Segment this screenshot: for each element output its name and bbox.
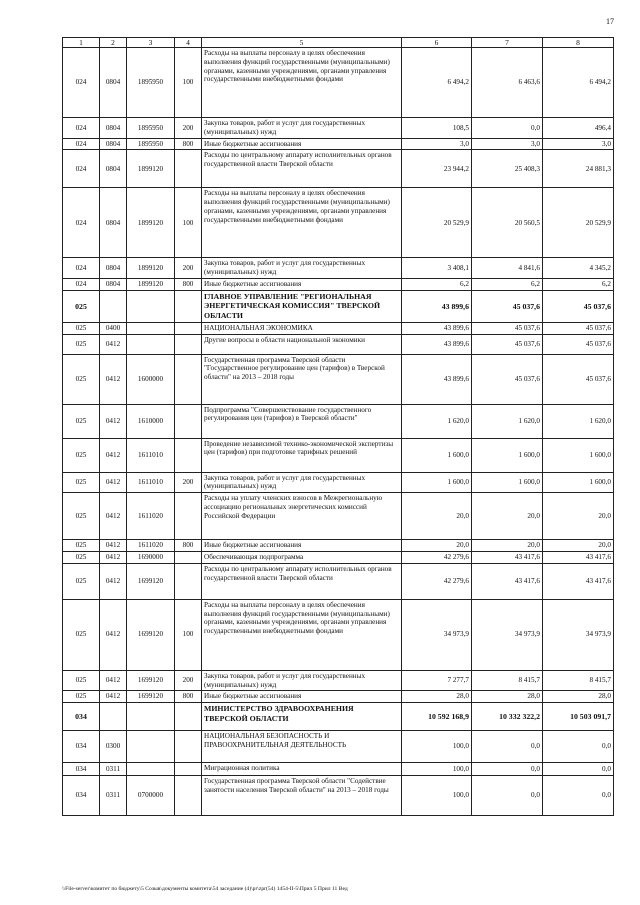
code-section-cell [100, 703, 127, 731]
code-target-cell [127, 334, 175, 354]
code-expense-type-cell [175, 551, 202, 563]
description-cell: Закупка товаров, работ и услуг для государственных (муниципальных) нужд [202, 258, 402, 279]
code-expense-type-cell: 800 [175, 540, 202, 552]
amount-2017-cell: 20,0 [543, 540, 614, 552]
amount-2016-cell: 1 600,0 [472, 472, 543, 493]
code-section-cell [100, 290, 127, 322]
table-row [63, 763, 614, 776]
code-section-cell: 0412 [100, 599, 127, 670]
code-ministry-cell: 034 [63, 731, 100, 763]
table-row [63, 322, 614, 334]
code-section-cell: 0300 [100, 731, 127, 763]
table-row [63, 334, 614, 354]
amount-2015-cell: 28,0 [402, 691, 472, 703]
description-cell: Проведение независимой технико-экономической экспертизы цен (тарифов) при подготовке тарифных решений [202, 438, 402, 472]
code-ministry-cell: 025 [63, 563, 100, 599]
amount-2016-cell: 8 415,7 [472, 670, 543, 691]
code-expense-type-cell [175, 290, 202, 322]
amount-2017-cell: 10 503 091,7 [543, 703, 614, 731]
code-section-cell: 0412 [100, 551, 127, 563]
amount-2017-cell: 0,0 [543, 731, 614, 763]
code-target-cell: 1611020 [127, 493, 175, 540]
code-expense-type-cell: 200 [175, 472, 202, 493]
table-row [63, 438, 614, 472]
amount-2017-cell: 45 037,6 [543, 322, 614, 334]
code-target-cell: 1899120 [127, 188, 175, 258]
amount-2017-cell: 28,0 [543, 691, 614, 703]
description-cell: Иные бюджетные ассигнования [202, 691, 402, 703]
amount-2017-cell: 20,0 [543, 493, 614, 540]
budget-table [62, 37, 614, 816]
amount-2016-cell: 20,0 [472, 493, 543, 540]
amount-2015-cell: 100,0 [402, 763, 472, 776]
code-ministry-cell: 025 [63, 540, 100, 552]
amount-2015-cell: 1 620,0 [402, 404, 472, 438]
column-header: 3 [127, 38, 175, 48]
amount-2017-cell: 20 529,9 [543, 188, 614, 258]
amount-2017-cell: 0,0 [543, 776, 614, 816]
code-expense-type-cell: 800 [175, 138, 202, 150]
code-section-cell: 0412 [100, 563, 127, 599]
code-ministry-cell: 024 [63, 48, 100, 118]
amount-2016-cell: 43 417,6 [472, 551, 543, 563]
code-target-cell: 1600000 [127, 354, 175, 404]
table-row [63, 188, 614, 258]
code-target-cell: 1899120 [127, 279, 175, 291]
code-target-cell [127, 731, 175, 763]
amount-2015-cell: 100,0 [402, 776, 472, 816]
code-target-cell [127, 763, 175, 776]
code-section-cell: 0804 [100, 279, 127, 291]
amount-2015-cell: 34 973,9 [402, 599, 472, 670]
code-section-cell: 0311 [100, 776, 127, 816]
amount-2016-cell: 25 408,3 [472, 150, 543, 188]
code-expense-type-cell [175, 334, 202, 354]
amount-2017-cell: 4 345,2 [543, 258, 614, 279]
amount-2016-cell: 45 037,6 [472, 322, 543, 334]
description-cell: НАЦИОНАЛЬНАЯ БЕЗОПАСНОСТЬ И ПРАВООХРАНИТЕЛЬНАЯ ДЕЯТЕЛЬНОСТЬ [202, 731, 402, 763]
code-expense-type-cell: 200 [175, 670, 202, 691]
amount-2017-cell: 43 417,6 [543, 551, 614, 563]
amount-2017-cell: 1 600,0 [543, 472, 614, 493]
code-target-cell: 0700000 [127, 776, 175, 816]
description-cell: Закупка товаров, работ и услуг для государственных (муниципальных) нужд [202, 472, 402, 493]
code-expense-type-cell: 200 [175, 258, 202, 279]
amount-2016-cell: 10 332 322,2 [472, 703, 543, 731]
code-expense-type-cell [175, 322, 202, 334]
table-row [63, 279, 614, 291]
code-expense-type-cell: 800 [175, 279, 202, 291]
amount-2017-cell: 45 037,6 [543, 290, 614, 322]
amount-2017-cell: 3,0 [543, 138, 614, 150]
code-section-cell: 0804 [100, 138, 127, 150]
table-header-row [63, 38, 614, 48]
column-header: 1 [63, 38, 100, 48]
code-target-cell: 1895950 [127, 138, 175, 150]
code-ministry-cell: 024 [63, 188, 100, 258]
code-section-cell: 0400 [100, 322, 127, 334]
amount-2016-cell: 28,0 [472, 691, 543, 703]
code-section-cell: 0412 [100, 354, 127, 404]
code-section-cell: 0412 [100, 334, 127, 354]
page-number: 17 [606, 17, 614, 26]
code-ministry-cell: 025 [63, 290, 100, 322]
code-expense-type-cell [175, 763, 202, 776]
description-cell: Закупка товаров, работ и услуг для государственных (муниципальных) нужд [202, 670, 402, 691]
table-row [63, 493, 614, 540]
code-section-cell: 0412 [100, 691, 127, 703]
code-target-cell: 1611010 [127, 472, 175, 493]
description-cell: Иные бюджетные ассигнования [202, 279, 402, 291]
amount-2016-cell: 6,2 [472, 279, 543, 291]
amount-2016-cell: 0,0 [472, 776, 543, 816]
code-target-cell: 1610000 [127, 404, 175, 438]
code-target-cell: 1690000 [127, 551, 175, 563]
column-header: 8 [543, 38, 614, 48]
amount-2017-cell: 6,2 [543, 279, 614, 291]
amount-2015-cell: 6,2 [402, 279, 472, 291]
code-target-cell [127, 322, 175, 334]
table-row [63, 551, 614, 563]
code-ministry-cell: 034 [63, 703, 100, 731]
code-expense-type-cell: 200 [175, 118, 202, 139]
code-target-cell: 1899120 [127, 150, 175, 188]
code-expense-type-cell: 100 [175, 599, 202, 670]
file-path-footer: \\File-server\комитет по бюджету\5 Созыв\документы комитета\54 заседание (4)\pr\zpr(54) 1454-II-5\Прил 5 Прил 11 Вед [62, 886, 348, 892]
amount-2017-cell: 45 037,6 [543, 334, 614, 354]
amount-2015-cell: 20,0 [402, 540, 472, 552]
amount-2016-cell: 3,0 [472, 138, 543, 150]
code-section-cell: 0311 [100, 763, 127, 776]
amount-2017-cell: 8 415,7 [543, 670, 614, 691]
amount-2015-cell: 3 408,1 [402, 258, 472, 279]
amount-2015-cell: 3,0 [402, 138, 472, 150]
table-row [63, 563, 614, 599]
amount-2016-cell: 1 600,0 [472, 438, 543, 472]
amount-2016-cell: 1 620,0 [472, 404, 543, 438]
description-cell: МИНИСТЕРСТВО ЗДРАВООХРАНЕНИЯ ТВЕРСКОЙ ОБЛАСТИ [202, 703, 402, 731]
amount-2017-cell: 45 037,6 [543, 354, 614, 404]
description-cell: Расходы на выплаты персоналу в целях обеспечения выполнения функций государственными (муниципальными) органами, казенными учреждениями, органами управления государственными внебюджетными фондами [202, 188, 402, 258]
amount-2017-cell: 24 881,3 [543, 150, 614, 188]
column-header: 4 [175, 38, 202, 48]
amount-2015-cell: 108,5 [402, 118, 472, 139]
code-target-cell: 1699120 [127, 563, 175, 599]
code-target-cell [127, 703, 175, 731]
code-section-cell: 0412 [100, 404, 127, 438]
amount-2015-cell: 42 279,6 [402, 551, 472, 563]
code-ministry-cell: 025 [63, 691, 100, 703]
code-target-cell: 1699120 [127, 599, 175, 670]
amount-2016-cell: 45 037,6 [472, 334, 543, 354]
amount-2015-cell: 1 600,0 [402, 438, 472, 472]
description-cell: Подпрограмма "Совершенствование государственного регулирования цен (тарифов) в Тверской области" [202, 404, 402, 438]
code-ministry-cell: 024 [63, 150, 100, 188]
description-cell: Иные бюджетные ассигнования [202, 540, 402, 552]
description-cell: Государственная программа Тверской области "Государственное регулирование цен (тарифов) в Тверской области" на 2013 – 2018 годы [202, 354, 402, 404]
amount-2016-cell: 4 841,6 [472, 258, 543, 279]
code-ministry-cell: 024 [63, 118, 100, 139]
code-target-cell: 1699120 [127, 691, 175, 703]
amount-2017-cell: 34 973,9 [543, 599, 614, 670]
amount-2017-cell: 0,0 [543, 763, 614, 776]
amount-2016-cell: 45 037,6 [472, 354, 543, 404]
code-section-cell: 0804 [100, 118, 127, 139]
amount-2016-cell: 0,0 [472, 763, 543, 776]
code-ministry-cell: 025 [63, 438, 100, 472]
column-header: 2 [100, 38, 127, 48]
code-ministry-cell: 025 [63, 404, 100, 438]
code-ministry-cell: 024 [63, 138, 100, 150]
code-section-cell: 0412 [100, 670, 127, 691]
column-header: 5 [202, 38, 402, 48]
amount-2016-cell: 34 973,9 [472, 599, 543, 670]
code-expense-type-cell [175, 703, 202, 731]
code-expense-type-cell: 100 [175, 188, 202, 258]
amount-2015-cell: 20 529,9 [402, 188, 472, 258]
table-row [63, 703, 614, 731]
code-section-cell: 0412 [100, 493, 127, 540]
amount-2015-cell: 20,0 [402, 493, 472, 540]
code-expense-type-cell [175, 493, 202, 540]
amount-2016-cell: 20 560,5 [472, 188, 543, 258]
code-ministry-cell: 025 [63, 670, 100, 691]
description-cell: Закупка товаров, работ и услуг для государственных (муниципальных) нужд [202, 118, 402, 139]
amount-2016-cell: 6 463,6 [472, 48, 543, 118]
code-section-cell: 0804 [100, 150, 127, 188]
code-target-cell: 1699120 [127, 670, 175, 691]
amount-2015-cell: 23 944,2 [402, 150, 472, 188]
amount-2017-cell: 496,4 [543, 118, 614, 139]
column-header: 7 [472, 38, 543, 48]
description-cell: Расходы на выплаты персоналу в целях обеспечения выполнения функций государственными (муниципальными) органами, казенными учреждениями, органами управления государственными внебюджетными фондами [202, 599, 402, 670]
code-section-cell: 0804 [100, 188, 127, 258]
code-expense-type-cell [175, 354, 202, 404]
code-ministry-cell: 025 [63, 354, 100, 404]
code-section-cell: 0412 [100, 472, 127, 493]
table-row [63, 691, 614, 703]
code-ministry-cell: 025 [63, 493, 100, 540]
description-cell: Иные бюджетные ассигнования [202, 138, 402, 150]
code-section-cell: 0412 [100, 438, 127, 472]
amount-2016-cell: 43 417,6 [472, 563, 543, 599]
code-expense-type-cell [175, 731, 202, 763]
table-row [63, 150, 614, 188]
code-ministry-cell: 034 [63, 763, 100, 776]
code-target-cell [127, 290, 175, 322]
description-cell: Другие вопросы в области национальной экономики [202, 334, 402, 354]
code-ministry-cell: 024 [63, 279, 100, 291]
amount-2015-cell: 6 494,2 [402, 48, 472, 118]
amount-2015-cell: 43 899,6 [402, 354, 472, 404]
description-cell: Обеспечивающая подпрограмма [202, 551, 402, 563]
code-section-cell: 0804 [100, 258, 127, 279]
amount-2016-cell: 20,0 [472, 540, 543, 552]
amount-2015-cell: 1 600,0 [402, 472, 472, 493]
amount-2015-cell: 42 279,6 [402, 563, 472, 599]
table-row [63, 354, 614, 404]
table-row [63, 472, 614, 493]
table-row [63, 138, 614, 150]
amount-2016-cell: 0,0 [472, 731, 543, 763]
code-expense-type-cell [175, 404, 202, 438]
amount-2015-cell: 7 277,7 [402, 670, 472, 691]
amount-2017-cell: 43 417,6 [543, 563, 614, 599]
table-row [63, 258, 614, 279]
description-cell: Расходы по центральному аппарату исполнительных органов государственной власти Тверской области [202, 563, 402, 599]
table-row [63, 118, 614, 139]
description-cell: Государственная программа Тверской области "Содействие занятости населения Тверской области" на 2013 – 2018 годы [202, 776, 402, 816]
code-ministry-cell: 025 [63, 472, 100, 493]
code-ministry-cell: 024 [63, 258, 100, 279]
description-cell: ГЛАВНОЕ УПРАВЛЕНИЕ "РЕГИОНАЛЬНАЯ ЭНЕРГЕТИЧЕСКАЯ КОМИССИЯ" ТВЕРСКОЙ ОБЛАСТИ [202, 290, 402, 322]
code-expense-type-cell [175, 150, 202, 188]
code-target-cell: 1611010 [127, 438, 175, 472]
amount-2015-cell: 43 899,6 [402, 322, 472, 334]
amount-2016-cell: 0,0 [472, 118, 543, 139]
code-target-cell: 1611020 [127, 540, 175, 552]
code-ministry-cell: 025 [63, 322, 100, 334]
amount-2017-cell: 1 600,0 [543, 438, 614, 472]
amount-2015-cell: 10 592 168,9 [402, 703, 472, 731]
code-target-cell: 1899120 [127, 258, 175, 279]
table-row [63, 776, 614, 816]
code-expense-type-cell: 800 [175, 691, 202, 703]
code-section-cell: 0412 [100, 540, 127, 552]
code-ministry-cell: 025 [63, 599, 100, 670]
code-expense-type-cell [175, 563, 202, 599]
column-header: 6 [402, 38, 472, 48]
amount-2017-cell: 6 494,2 [543, 48, 614, 118]
code-target-cell: 1895950 [127, 48, 175, 118]
code-ministry-cell: 025 [63, 551, 100, 563]
description-cell: Расходы по центральному аппарату исполнительных органов государственной власти Тверской области [202, 150, 402, 188]
code-expense-type-cell [175, 776, 202, 816]
table-row [63, 540, 614, 552]
description-cell: Расходы на выплаты персоналу в целях обеспечения выполнения функций государственными (муниципальными) органами, казенными учреждениями, органами управления государственными внебюджетными фондами [202, 48, 402, 118]
code-target-cell: 1895950 [127, 118, 175, 139]
amount-2015-cell: 43 899,6 [402, 334, 472, 354]
code-ministry-cell: 025 [63, 334, 100, 354]
table-row [63, 731, 614, 763]
table-row [63, 404, 614, 438]
table-row [63, 290, 614, 322]
table-row [63, 48, 614, 118]
description-cell: Миграционная политика [202, 763, 402, 776]
table-row [63, 599, 614, 670]
code-section-cell: 0804 [100, 48, 127, 118]
amount-2016-cell: 45 037,6 [472, 290, 543, 322]
description-cell: НАЦИОНАЛЬНАЯ ЭКОНОМИКА [202, 322, 402, 334]
amount-2015-cell: 100,0 [402, 731, 472, 763]
description-cell: Расходы на уплату членских взносов в Межрегиональную ассоциацию региональных энергетических комиссий Российской Федерации [202, 493, 402, 540]
code-expense-type-cell: 100 [175, 48, 202, 118]
table-row [63, 670, 614, 691]
code-ministry-cell: 034 [63, 776, 100, 816]
code-expense-type-cell [175, 438, 202, 472]
amount-2017-cell: 1 620,0 [543, 404, 614, 438]
amount-2015-cell: 43 899,6 [402, 290, 472, 322]
